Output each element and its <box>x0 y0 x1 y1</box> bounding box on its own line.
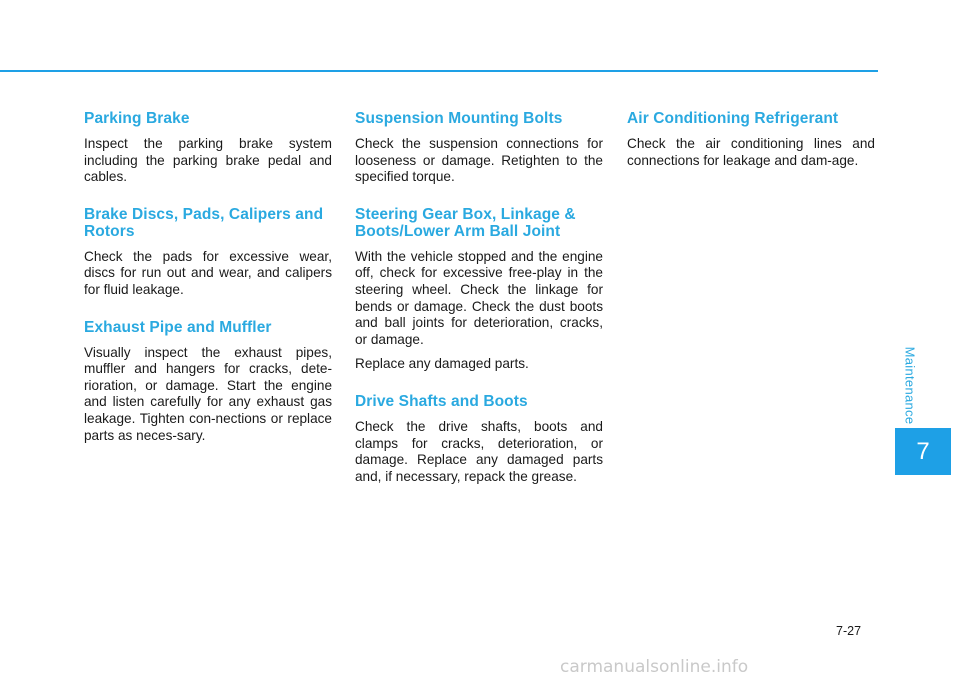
section-steering <box>355 206 603 373</box>
section-parking-brake <box>84 110 332 186</box>
section-paragraph: Check the drive shafts, boots and clamps for cracks, deterioration, or damage. Replace any damaged parts and, if necessary, repack the grease. <box>355 418 603 484</box>
chapter-number: 7 <box>916 437 930 465</box>
side-tab-label <box>895 340 925 430</box>
section-paragraph: With the vehicle stopped and the engine off, check for excessive free-play in the steering wheel. Check the linkage for bends or damage. Check the dust boots and ball joints for deterioration, cracks, or damage. <box>355 248 603 347</box>
section-air-conditioning <box>627 110 875 169</box>
column-1 <box>84 110 332 464</box>
section-suspension <box>355 110 603 186</box>
side-tab-text: Maintenance <box>902 346 918 424</box>
section-heading: Parking Brake <box>84 110 190 127</box>
section-paragraph: Inspect the parking brake system including the parking brake pedal and cables. <box>84 136 332 185</box>
section-exhaust <box>84 319 332 445</box>
section-heading: Air Conditioning Refrigerant <box>627 110 839 127</box>
section-paragraph: Check the pads for excessive wear, discs for run out and wear, and calipers for fluid leakage. <box>84 248 332 297</box>
section-paragraph: Check the air conditioning lines and connections for leakage and dam-age. <box>627 136 875 168</box>
section-paragraph: Check the suspension connections for looseness or damage. Retighten to the specified torque. <box>355 136 603 185</box>
top-rule <box>0 70 878 72</box>
chapter-tab <box>895 428 951 475</box>
section-paragraph: Visually inspect the exhaust pipes, muffler and hangers for cracks, dete-rioration, or damage. Start the engine and listen carefully for any exhaust gas leakage. Tighten con-nections or replace parts as neces-sary. <box>84 344 332 443</box>
section-heading: Exhaust Pipe and Muffler <box>84 318 272 336</box>
section-brake-discs <box>84 206 332 299</box>
section-heading: Drive Shafts and Boots <box>355 392 528 410</box>
column-3 <box>627 110 875 189</box>
section-paragraph: Replace any damaged parts. <box>355 356 529 372</box>
column-2 <box>355 110 603 505</box>
watermark: carmanualsonline.info <box>560 657 749 677</box>
section-heading: Steering Gear Box, Linkage & Boots/Lower Arm Ball Joint <box>355 205 576 240</box>
section-heading: Suspension Mounting Bolts <box>355 110 563 127</box>
section-drive-shafts <box>355 393 603 485</box>
page-number: 7-27 <box>836 624 862 638</box>
section-heading: Brake Discs, Pads, Calipers and Rotors <box>84 205 324 240</box>
